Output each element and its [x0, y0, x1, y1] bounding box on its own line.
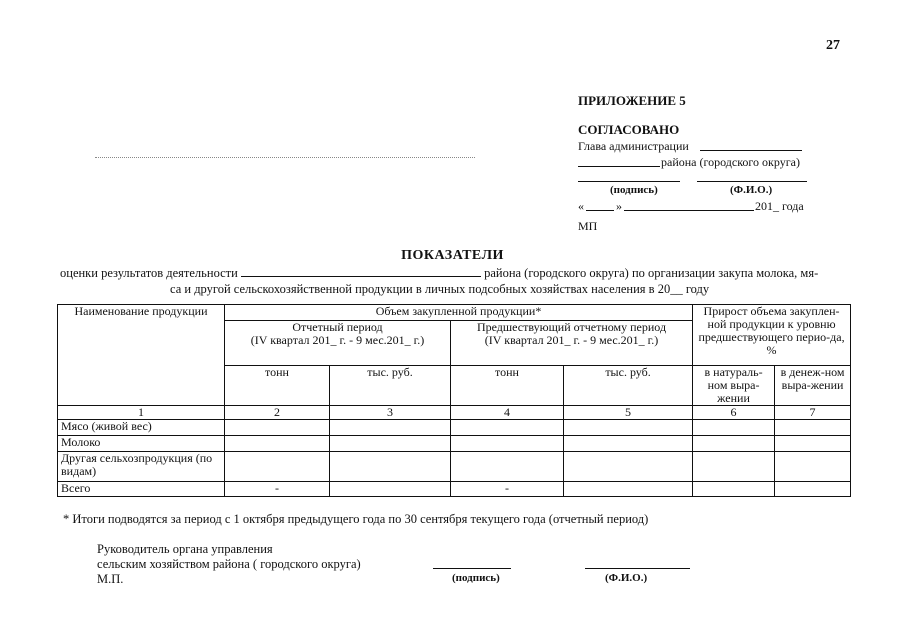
table-row: [58, 482, 851, 497]
header-tons-report: тонн: [225, 366, 330, 406]
header-rub-prev: тыс. руб.: [564, 366, 693, 406]
column-number: 4: [451, 406, 564, 420]
header-rub-report: тыс. руб.: [330, 366, 451, 406]
header-natural: в натураль-ном выра-жении: [693, 366, 775, 406]
table-cell: [693, 452, 775, 482]
signature-underline: [578, 181, 680, 182]
date-open-quote: «: [578, 199, 584, 213]
head-name-underline: [700, 150, 802, 151]
column-number: 1: [58, 406, 225, 420]
district-underline: [578, 166, 660, 167]
footer-fio-caption: (Ф.И.О.): [605, 572, 648, 584]
page-number: 27: [826, 38, 840, 53]
header-growth: Прирост объема закуплен-ной продукции к уровню предшествующего перио-да, %: [693, 305, 851, 366]
table-cell: [225, 436, 330, 452]
table-cell: [225, 452, 330, 482]
footer-stamp: М.П.: [97, 572, 124, 586]
column-number: 5: [564, 406, 693, 420]
footer-fio-underline: [585, 568, 690, 569]
table-cell: [225, 420, 330, 436]
fio-caption: (Ф.И.О.): [730, 184, 773, 196]
subtitle-line-2: са и другой сельскохозяйственной продукции в личных подсобных хозяйствах населения в 20__ году: [170, 282, 710, 296]
footer-line-2: сельским хозяйством района ( городского округа): [97, 557, 361, 571]
table-row: [58, 420, 851, 436]
row-label: Мясо (живой вес): [58, 420, 225, 436]
row-label: Всего: [58, 482, 225, 497]
table-cell: [775, 436, 851, 452]
table-cell: [564, 452, 693, 482]
column-number: 2: [225, 406, 330, 420]
approval-head-line: Глава администрации: [578, 139, 689, 153]
table-cell: [775, 452, 851, 482]
table-cell: [330, 420, 451, 436]
date-close-quote: »: [616, 199, 622, 213]
table-cell: [564, 420, 693, 436]
date-year: 201_ года: [755, 199, 804, 213]
header-prev-period-title: Предшествующий отчетному период: [476, 320, 667, 334]
header-money: в денеж-ном выра-жении: [775, 366, 851, 406]
row-label: Молоко: [58, 436, 225, 452]
approval-stamp: МП: [578, 219, 598, 233]
header-tons-prev: тонн: [451, 366, 564, 406]
table-cell: [775, 482, 851, 497]
header-prev-period: [451, 321, 693, 366]
table-cell: [451, 452, 564, 482]
appendix-label: ПРИЛОЖЕНИЕ 5: [578, 93, 686, 108]
table-row: [58, 436, 851, 452]
header-report-period: [225, 321, 451, 366]
approval-district-line: района (городского округа): [661, 155, 800, 169]
column-number: 3: [330, 406, 451, 420]
table-cell: [693, 482, 775, 497]
sign-caption: (подпись): [610, 184, 658, 196]
table-cell: [564, 482, 693, 497]
footnote: * Итоги подводятся за период с 1 октября предыдущего года по 30 сентября текущего года (отчетный период): [63, 512, 649, 526]
document-title: ПОКАЗАТЕЛИ: [401, 248, 504, 263]
table-cell: [330, 452, 451, 482]
header-report-period-range: (IV квартал 201_ г. - 9 мес.201_ г.): [250, 333, 425, 347]
date-month-underline: [624, 210, 754, 211]
table-cell: -: [225, 482, 330, 497]
table-cell: [775, 420, 851, 436]
fio-underline: [697, 181, 807, 182]
header-prev-period-range: (IV квартал 201_ г. - 9 мес.201_ г.): [484, 333, 659, 347]
header-volume: Объем закупленной продукции*: [225, 305, 693, 321]
table-cell: [330, 482, 451, 497]
table-cell: [564, 436, 693, 452]
column-number: 6: [693, 406, 775, 420]
column-number: 7: [775, 406, 851, 420]
header-product-name: Наименование продукции: [58, 305, 225, 406]
date-day-underline: [586, 210, 614, 211]
table-cell: [451, 420, 564, 436]
table-cell: [693, 420, 775, 436]
indicators-table: [57, 304, 851, 497]
row-label: Другая сельхозпродукция (по видам): [58, 452, 225, 482]
footer-signature-underline: [433, 568, 511, 569]
footer-sign-caption: (подпись): [452, 572, 500, 584]
table-cell: -: [451, 482, 564, 497]
subtitle-line-1: [60, 266, 818, 281]
district-blank: [241, 266, 481, 277]
table-cell: [451, 436, 564, 452]
table-row: [58, 452, 851, 482]
subtitle-part-a: оценки результатов деятельности: [60, 266, 238, 280]
table-cell: [330, 436, 451, 452]
table-cell: [693, 436, 775, 452]
header-report-period-title: Отчетный период: [292, 320, 383, 334]
decorative-dotted-line: [95, 157, 475, 158]
approval-heading: СОГЛАСОВАНО: [578, 122, 680, 137]
subtitle-part-b: района (городского округа) по организации закупа молока, мя-: [484, 266, 819, 280]
footer-line-1: Руководитель органа управления: [97, 542, 273, 556]
